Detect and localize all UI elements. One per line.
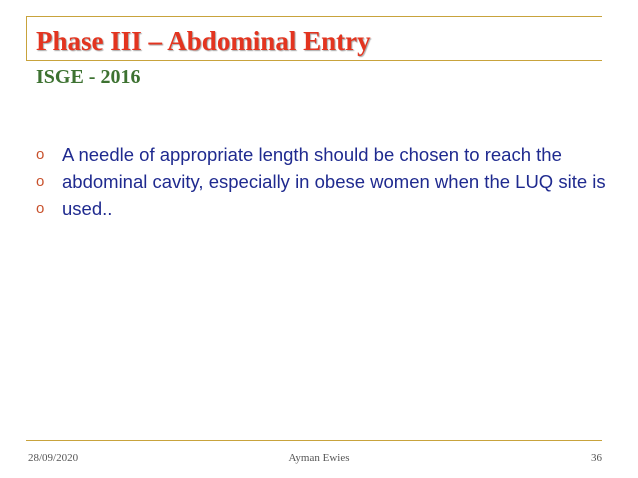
- bullet-marker-icon: o: [36, 173, 45, 190]
- bullet-text: used..: [62, 198, 113, 219]
- slide-subtitle: ISGE - 2016: [36, 66, 141, 88]
- footer-author: Ayman Ewies: [288, 452, 350, 464]
- bullet-item: [36, 170, 616, 193]
- title-rule: [26, 60, 602, 61]
- top-rule: [26, 16, 602, 17]
- bullet-text: abdominal cavity, especially in obese women when the LUQ site is: [62, 171, 606, 192]
- bullet-item: [36, 143, 616, 166]
- bullet-list: [36, 143, 616, 224]
- bullet-marker-icon: o: [36, 200, 45, 217]
- slide-title: Phase III – Abdominal Entry: [36, 26, 371, 56]
- footer-rule: [26, 440, 602, 441]
- bullet-marker-icon: o: [36, 146, 45, 163]
- footer-date: 28/09/2020: [28, 452, 79, 464]
- left-rule: [26, 16, 27, 60]
- footer-page-number: 36: [591, 452, 602, 464]
- bullet-text: A needle of appropriate length should be chosen to reach the: [62, 144, 562, 165]
- bullet-item: [36, 197, 616, 220]
